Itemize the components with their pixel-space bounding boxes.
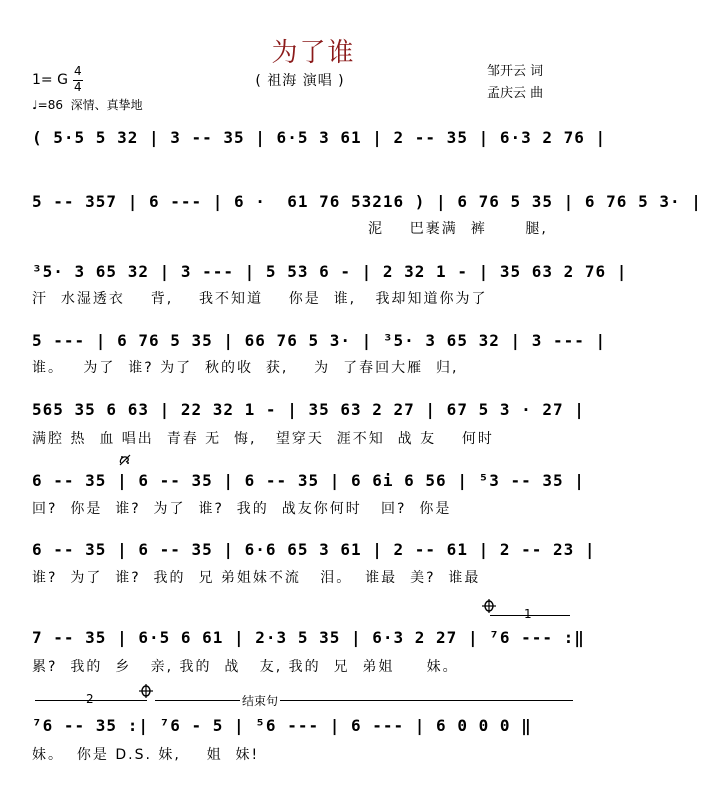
volta-2-label: 2 (86, 692, 94, 706)
time-signature-bottom: 4 (74, 80, 82, 94)
score-row-3-lyrics: 汗 水湿透衣 背, 我不知道 你是 谁, 我却知道你为了 (32, 291, 488, 307)
volta-1-label: 1 (524, 607, 532, 621)
score-row-6-notes: 6 -- 35 | 6 -- 35 | 6 -- 35 | 6 6i 6 56 | ⁵3 -- 35 | (32, 471, 585, 490)
composer-credit: 孟庆云 曲 (487, 86, 544, 101)
score-row-5-lyrics: 满腔 热 血 唱出 青春 无 悔, 望穿天 涯不知 战 友 何时 (32, 431, 494, 447)
song-title: 为了谁 (271, 38, 356, 68)
score-row-9-lyrics: 妹。 你是 D.S. 妹, 姐 妹! (32, 747, 260, 763)
score-row-7-notes: 6 -- 35 | 6 -- 35 | 6·6 65 3 61 | 2 -- 61 | 2 -- 23 | (32, 540, 596, 559)
performer-line: ( 祖海 演唱 ) (255, 73, 345, 89)
lyricist-credit: 邹开云 词 (487, 64, 544, 79)
score-row-6-lyrics: 回? 你是 谁? 为了 谁? 我的 战友你何时 回? 你是 (32, 501, 452, 517)
score-row-9-notes: ⁷6 -- 35 :| ⁷6 - 5 | ⁵6 --- | 6 --- | 6 0 0 0 ‖ (32, 716, 532, 735)
score-row-1-notes: ( 5·5 5 32 | 3 -- 35 | 6·5 3 61 | 2 -- 35 | 6·3 2 76 | (32, 128, 607, 147)
score-row-8-lyrics: 累? 我的 乡 亲, 我的 战 友, 我的 兄 弟姐 妹。 (32, 659, 459, 675)
segno-icon (118, 453, 132, 467)
score-row-8-notes: 7 -- 35 | 6·5 6 61 | 2·3 5 35 | 6·3 2 27 | ⁷6 --- :‖ (32, 628, 585, 647)
score-row-4-lyrics: 谁。 为了 谁? 为了 秋的收 获, 为 了春回大雁 归, (32, 360, 459, 376)
score-row-5-notes: 565 35 6 63 | 22 32 1 - | 35 63 2 27 | 67 5 3 · 27 | (32, 400, 585, 419)
tempo-marking: ♩=86 深情、真挚地 (32, 98, 143, 112)
score-row-4-notes: 5 --- | 6 76 5 35 | 66 76 5 3· | ³5· 3 65 32 | 3 --- | (32, 331, 607, 350)
score-row-2-lyrics: 泥 巴裹满 裤 腿, (368, 221, 548, 237)
score-row-3-notes: ³5· 3 65 32 | 3 --- | 5 53 6 - | 2 32 1 - | 35 63 2 76 | (32, 262, 628, 281)
ending-bracket (155, 700, 573, 701)
ending-label: 结束句 (242, 694, 279, 708)
score-row-7-lyrics: 谁? 为了 谁? 我的 兄 弟姐妹不流 泪。 谁最 美? 谁最 (32, 570, 481, 586)
coda-icon-2 (138, 683, 154, 699)
score-row-2-notes: 5 -- 357 | 6 --- | 6 · 61 76 53216 ) | 6 76 5 35 | 6 76 5 3· | (32, 192, 702, 211)
key-signature: 1= G (32, 72, 68, 88)
coda-icon-1 (481, 598, 497, 614)
time-signature-top: 4 (74, 64, 82, 78)
